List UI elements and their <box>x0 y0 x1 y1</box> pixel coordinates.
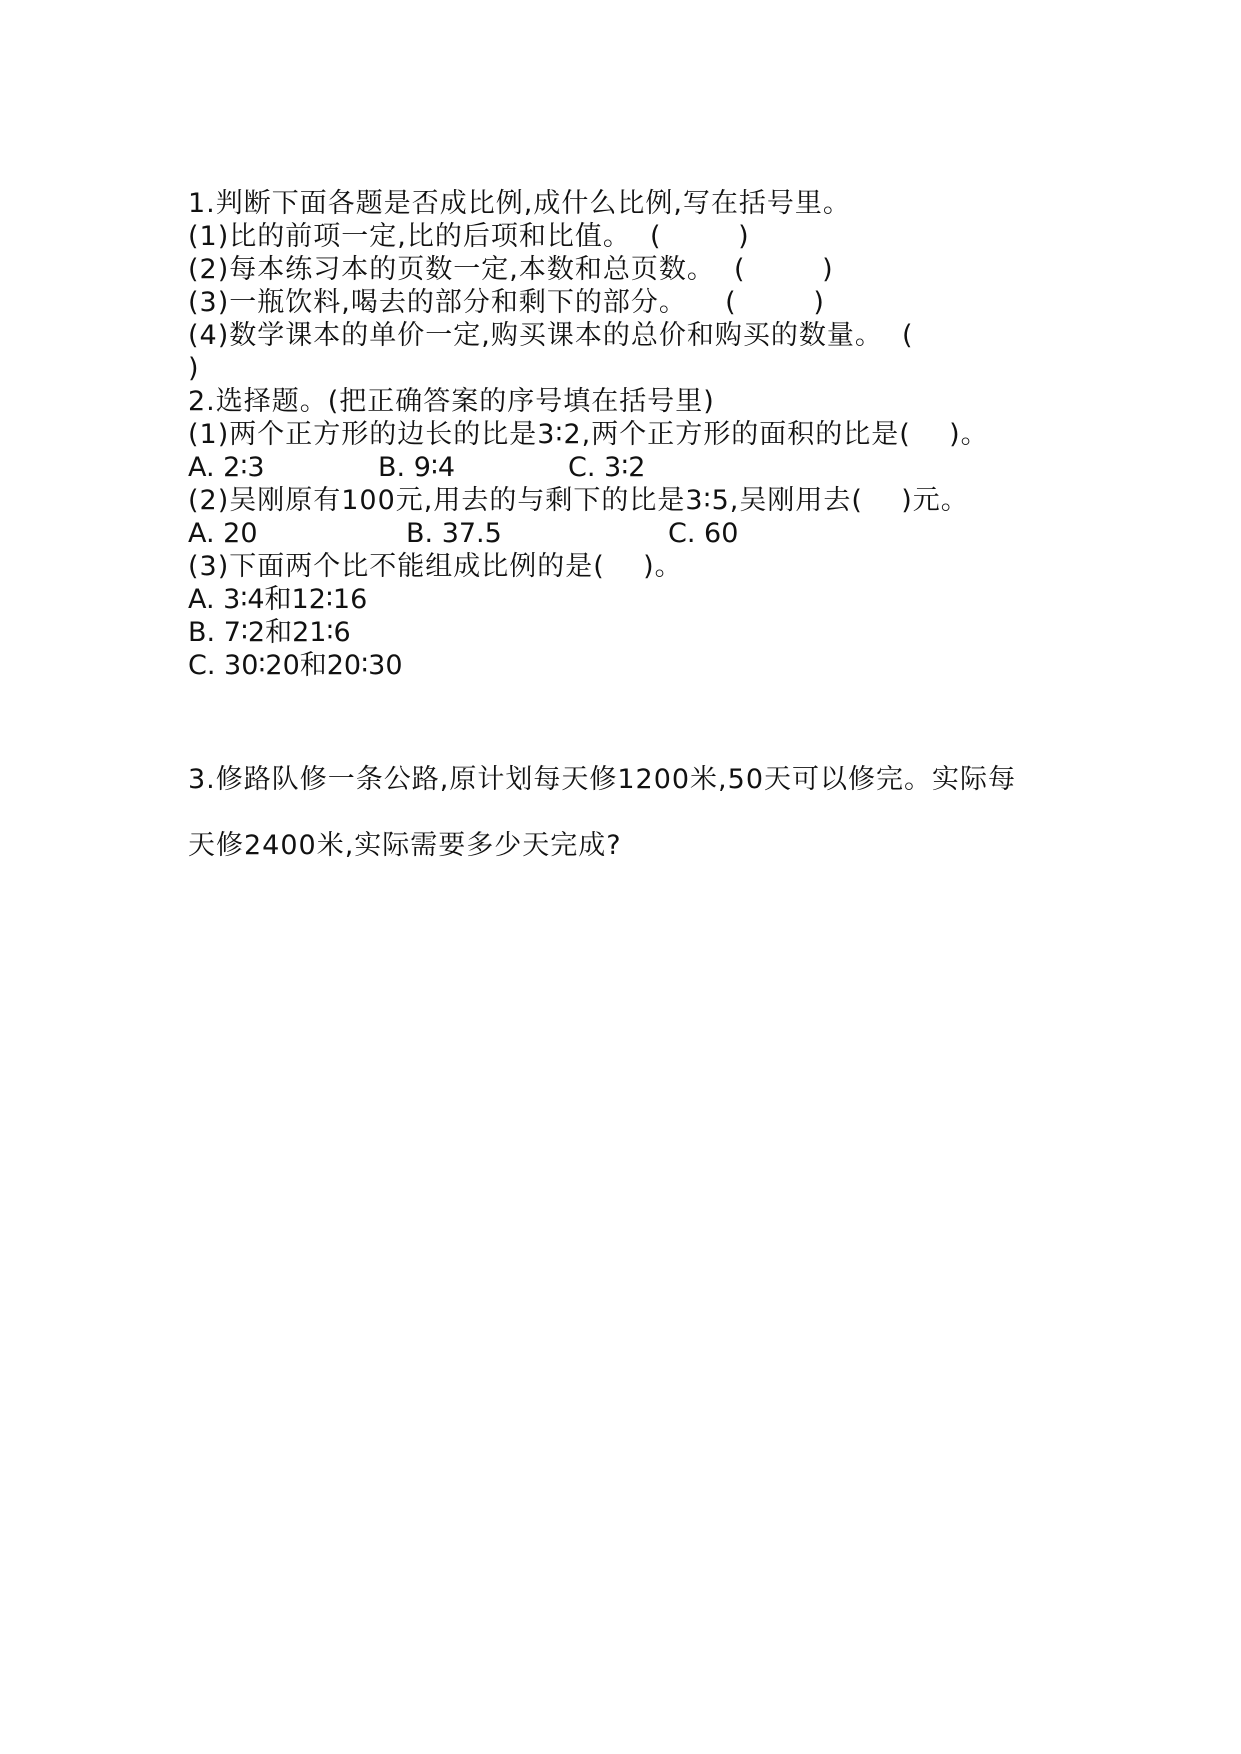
question-1-item-2: (2)每本练习本的页数一定,本数和总页数。 ( ) <box>188 254 834 285</box>
option-c: C. 3∶2 <box>568 452 646 483</box>
option-b: B. 7∶2和21∶6 <box>188 617 351 648</box>
question-3-line-2: 天修2400米,实际需要多少天完成? <box>188 830 622 861</box>
option-c: C. 30∶20和20∶30 <box>188 650 403 681</box>
option-b: B. 9∶4 <box>378 452 456 483</box>
question-1-item-1: (1)比的前项一定,比的后项和比值。 ( ) <box>188 221 750 252</box>
option-b: B. 37.5 <box>406 518 502 549</box>
question-2-1-text: (1)两个正方形的边长的比是3∶2,两个正方形的面积的比是( )。 <box>188 419 989 450</box>
question-1-item-4-continued: ) <box>188 353 200 384</box>
question-1-item-4: (4)数学课本的单价一定,购买课本的总价和购买的数量。 ( <box>188 320 914 351</box>
question-1-title: 1.判断下面各题是否成比例,成什么比例,写在括号里。 <box>188 188 851 219</box>
question-3-line-1: 3.修路队修一条公路,原计划每天修1200米,50天可以修完。实际每 <box>188 764 1016 795</box>
question-2-2-text: (2)吴刚原有100元,用去的与剩下的比是3∶5,吴刚用去( )元。 <box>188 485 969 516</box>
question-2-title: 2.选择题。(把正确答案的序号填在括号里) <box>188 386 715 417</box>
option-a: A. 3∶4和12∶16 <box>188 584 368 615</box>
option-a: A. 2∶3 <box>188 452 265 483</box>
question-2-3-option-c-row <box>188 649 403 748</box>
question-2-3-text: (3)下面两个比不能组成比例的是( )。 <box>188 551 683 582</box>
option-a: A. 20 <box>188 518 258 549</box>
option-c: C. 60 <box>668 518 739 549</box>
question-1-item-3: (3)一瓶饮料,喝去的部分和剩下的部分。 ( ) <box>188 287 825 318</box>
